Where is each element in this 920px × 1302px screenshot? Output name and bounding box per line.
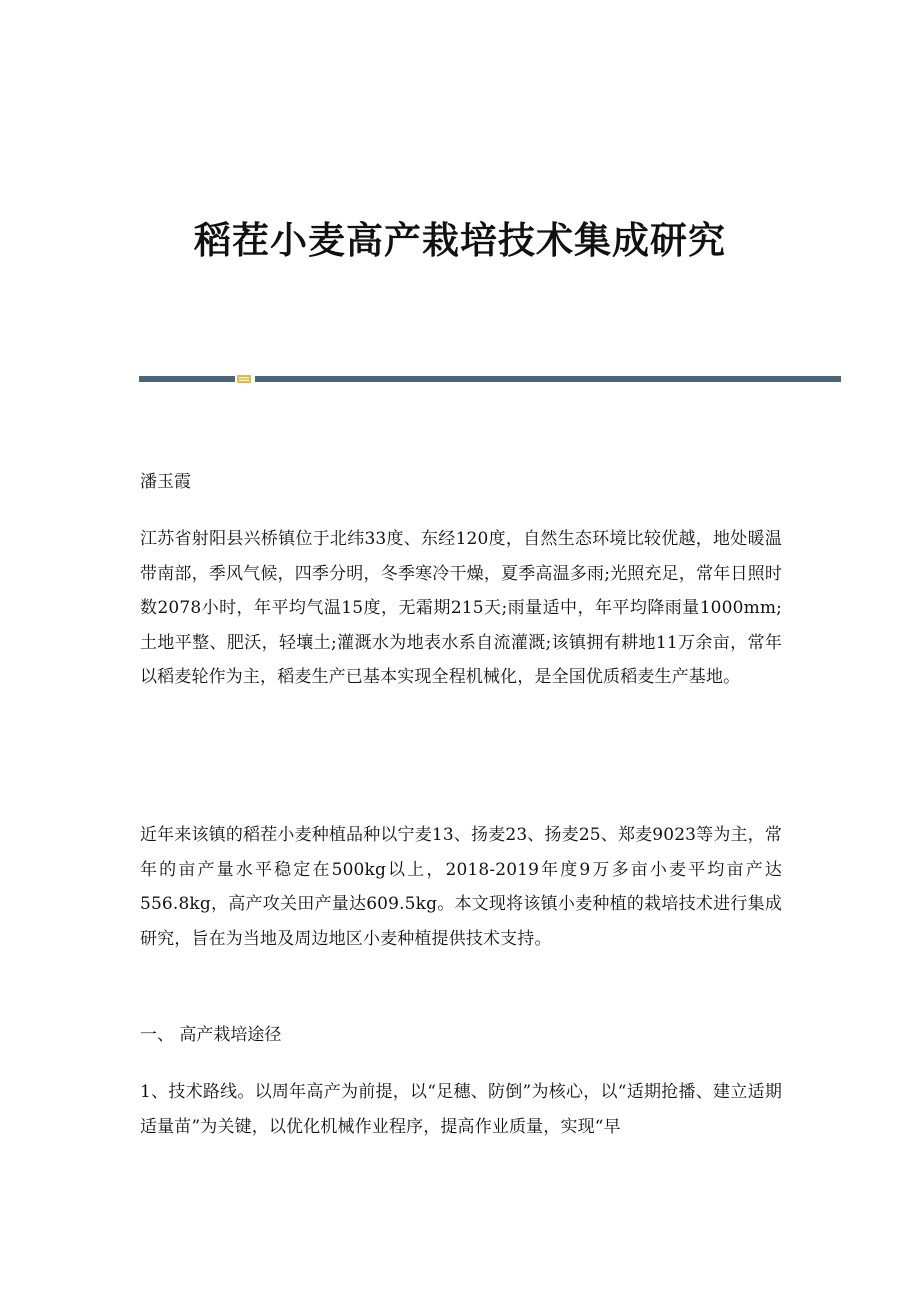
divider-ornament-icon <box>236 374 252 384</box>
paragraph-intro: 江苏省射阳县兴桥镇位于北纬33度、东经120度，自然生态环境比较优越，地处暖温带南部，季风气候，四季分明，冬季寒冷干燥，夏季高温多雨;光照充足，常年日照时数2078小时，年平均气温15度，无霜期215天;雨量适中，年平均降雨量1000mm;土地平整、肥沃，轻壤土;灌溉水为地表水系自流灌溉;该镇拥有耕地11万余亩，常年以稻麦轮作为主，稻麦生产已基本实现全程机械化，是全国优质稻麦生产基地。 <box>140 529 782 687</box>
paragraph-technical-route: 1、技术路线。以周年高产为前提，以“足穗、防倒”为核心，以“适期抢播、建立适期适量苗”为关键，以优化机械作业程序，提高作业质量，实现“早 <box>140 1082 782 1137</box>
paragraph-varieties: 近年来该镇的稻茬小麦种植品种以宁麦13、扬麦23、扬麦25、郑麦9023等为主，常年的亩产量水平稳定在500kg以上，2018-2019年度9万多亩小麦平均亩产达556.8kg，高产攻关田产量达609.5kg。本文现将该镇小麦种植的栽培技术进行集成研究，旨在为当地及周边地区小麦种植提供技术支持。 <box>140 825 782 949</box>
title-divider <box>139 374 841 384</box>
divider-bar-left <box>139 376 235 382</box>
divider-bar-right <box>255 376 841 382</box>
document-title: 稻茬小麦高产栽培技术集成研究 <box>194 218 726 262</box>
author-name: 潘玉霞 <box>140 472 191 492</box>
section-heading: 一、 高产栽培途径 <box>140 1025 282 1045</box>
